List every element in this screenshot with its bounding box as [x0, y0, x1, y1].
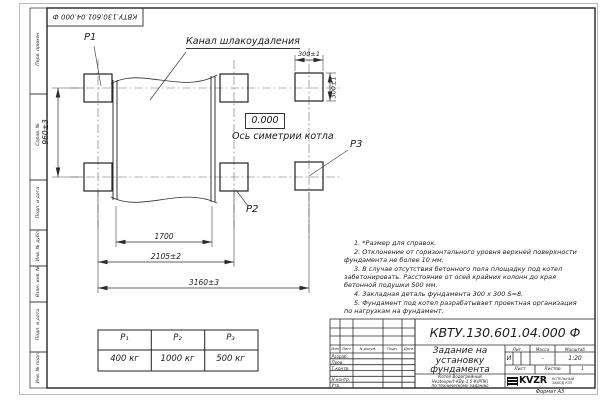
note-5: 5. Фундамент под котел разрабатывает проектная организация по нагрузкам на фундамент.: [344, 299, 577, 315]
margin-label-vzam-inv: Взам. инв. №: [36, 265, 41, 298]
note-3: 3. В случае отсутствия бетонного пола площадку под котел забетонировать. Расстояние от осей крайних колонн до края бетонной подушки 500 мм.: [344, 265, 563, 289]
dim-3160: 3160±3: [188, 278, 220, 287]
notes-block: [344, 239, 584, 316]
load-table-header-p1: P₁: [120, 333, 129, 343]
margin-label-inv-dubl: Инв. № дубл.: [36, 229, 41, 262]
logo-caption-line-1: КОТЕЛЬНЫЙ: [552, 377, 575, 381]
tb-col-data: Дата: [403, 346, 414, 351]
centerlines: [70, 48, 342, 238]
slag-channel-outline: [111, 75, 217, 203]
tb-row-nkontr: Н.контр.: [331, 377, 351, 383]
margin-label-podp-data-1: Подп. и дата: [36, 186, 41, 219]
dim-pad-height: 300±1: [329, 75, 338, 98]
load-table-header-p3: P₃: [226, 333, 235, 343]
title-block-doc-number: КВТУ.130.601.04.000 Ф: [429, 325, 581, 340]
tb-scale-header: Масштаб: [565, 346, 585, 352]
tb-lit-header: Лит.: [512, 346, 523, 352]
kvzr-logo-caption: [552, 377, 574, 385]
load-table-value-p3: 500 кг: [216, 354, 245, 364]
title-line-3: фундамента: [430, 365, 490, 376]
tb-sheet-label: Лист: [514, 367, 526, 372]
tb-mass-header: Масса: [535, 346, 550, 352]
boiler-symmetry-axis-label: Ось симетрии котла: [232, 131, 334, 142]
dimension-lines: [58, 60, 330, 288]
tb-sheets-label: Листов: [544, 367, 561, 372]
tb-row-tkontr: Т.контр.: [331, 365, 350, 371]
extension-lines: [52, 55, 336, 293]
slag-channel-label: Канал шлакоудаления: [186, 36, 300, 47]
dim-1700: 1700: [154, 232, 174, 241]
dim-2105: 2105±2: [150, 252, 182, 261]
note-2: 2. Отклонение от горизонтального уровня верхней поверхности фундамента не более 10 мм.: [344, 248, 577, 264]
margin-label-inv-podl: Инв. № подл.: [36, 351, 41, 384]
tb-col-ndokum: N докум.: [359, 346, 377, 351]
margin-label-perv-primen: Перв. примен.: [36, 31, 41, 66]
tb-mass-value: -: [541, 355, 544, 362]
title-block-subtitle: [416, 375, 504, 389]
dim-pad-width: 300±1: [298, 50, 320, 58]
level-mark: 0.000: [245, 113, 285, 129]
tb-col-list: Лист: [341, 346, 352, 351]
title-line-2: установку: [435, 355, 485, 366]
note-4: 4. Закладная деталь фундамента 300 x 300 S=8.: [354, 290, 524, 298]
subtitle-line-1: Котел Водогрейный: [438, 374, 482, 379]
margin-label-podp-data-2: Подп. и дата: [36, 308, 41, 341]
tb-sheets-value: 1: [581, 367, 584, 372]
format-label: Формат А3: [535, 388, 565, 395]
note-1: 1. *Размер для справок.: [354, 239, 437, 247]
leader-lines: [94, 46, 348, 206]
dim-960: 960±3: [41, 119, 51, 145]
tb-col-podp: Подп.: [387, 346, 398, 351]
stamp-number-top: КВТУ.130.601.04.000 Ф: [52, 12, 138, 21]
title-line-1: Задание на: [432, 346, 488, 356]
pad-callout-p2: P2: [246, 204, 259, 215]
tb-row-razrab: Разраб.: [331, 354, 348, 359]
load-table-header-p2: P₂: [173, 333, 182, 343]
tb-row-utv: Утв.: [331, 383, 341, 389]
tb-row-prov: Пров.: [331, 359, 344, 365]
margin-label-sprav-n: Справ. №: [36, 123, 41, 146]
pad-callout-p1: P1: [84, 32, 97, 43]
load-table-value-p1: 400 кг: [110, 354, 139, 364]
kvzr-logo-text: KVZR: [519, 375, 547, 386]
pad-callout-p3: P3: [350, 139, 363, 150]
kvzr-logo-icon: [507, 377, 518, 386]
subtitle-line-2: Heatexpert-КВр-1,5-К(РПК): [431, 378, 489, 384]
tb-col-izm: Изм: [331, 346, 339, 351]
logo-caption-line-2: ЗАВОД РЭП: [552, 381, 573, 385]
tb-lit-value: И: [506, 355, 512, 362]
tb-scale-value: 1:20: [568, 355, 582, 362]
subtitle-line-3: по техническому заданию: [431, 383, 489, 388]
load-table-value-p2: 1000 кг: [160, 354, 195, 364]
title-block-title: [416, 347, 504, 376]
